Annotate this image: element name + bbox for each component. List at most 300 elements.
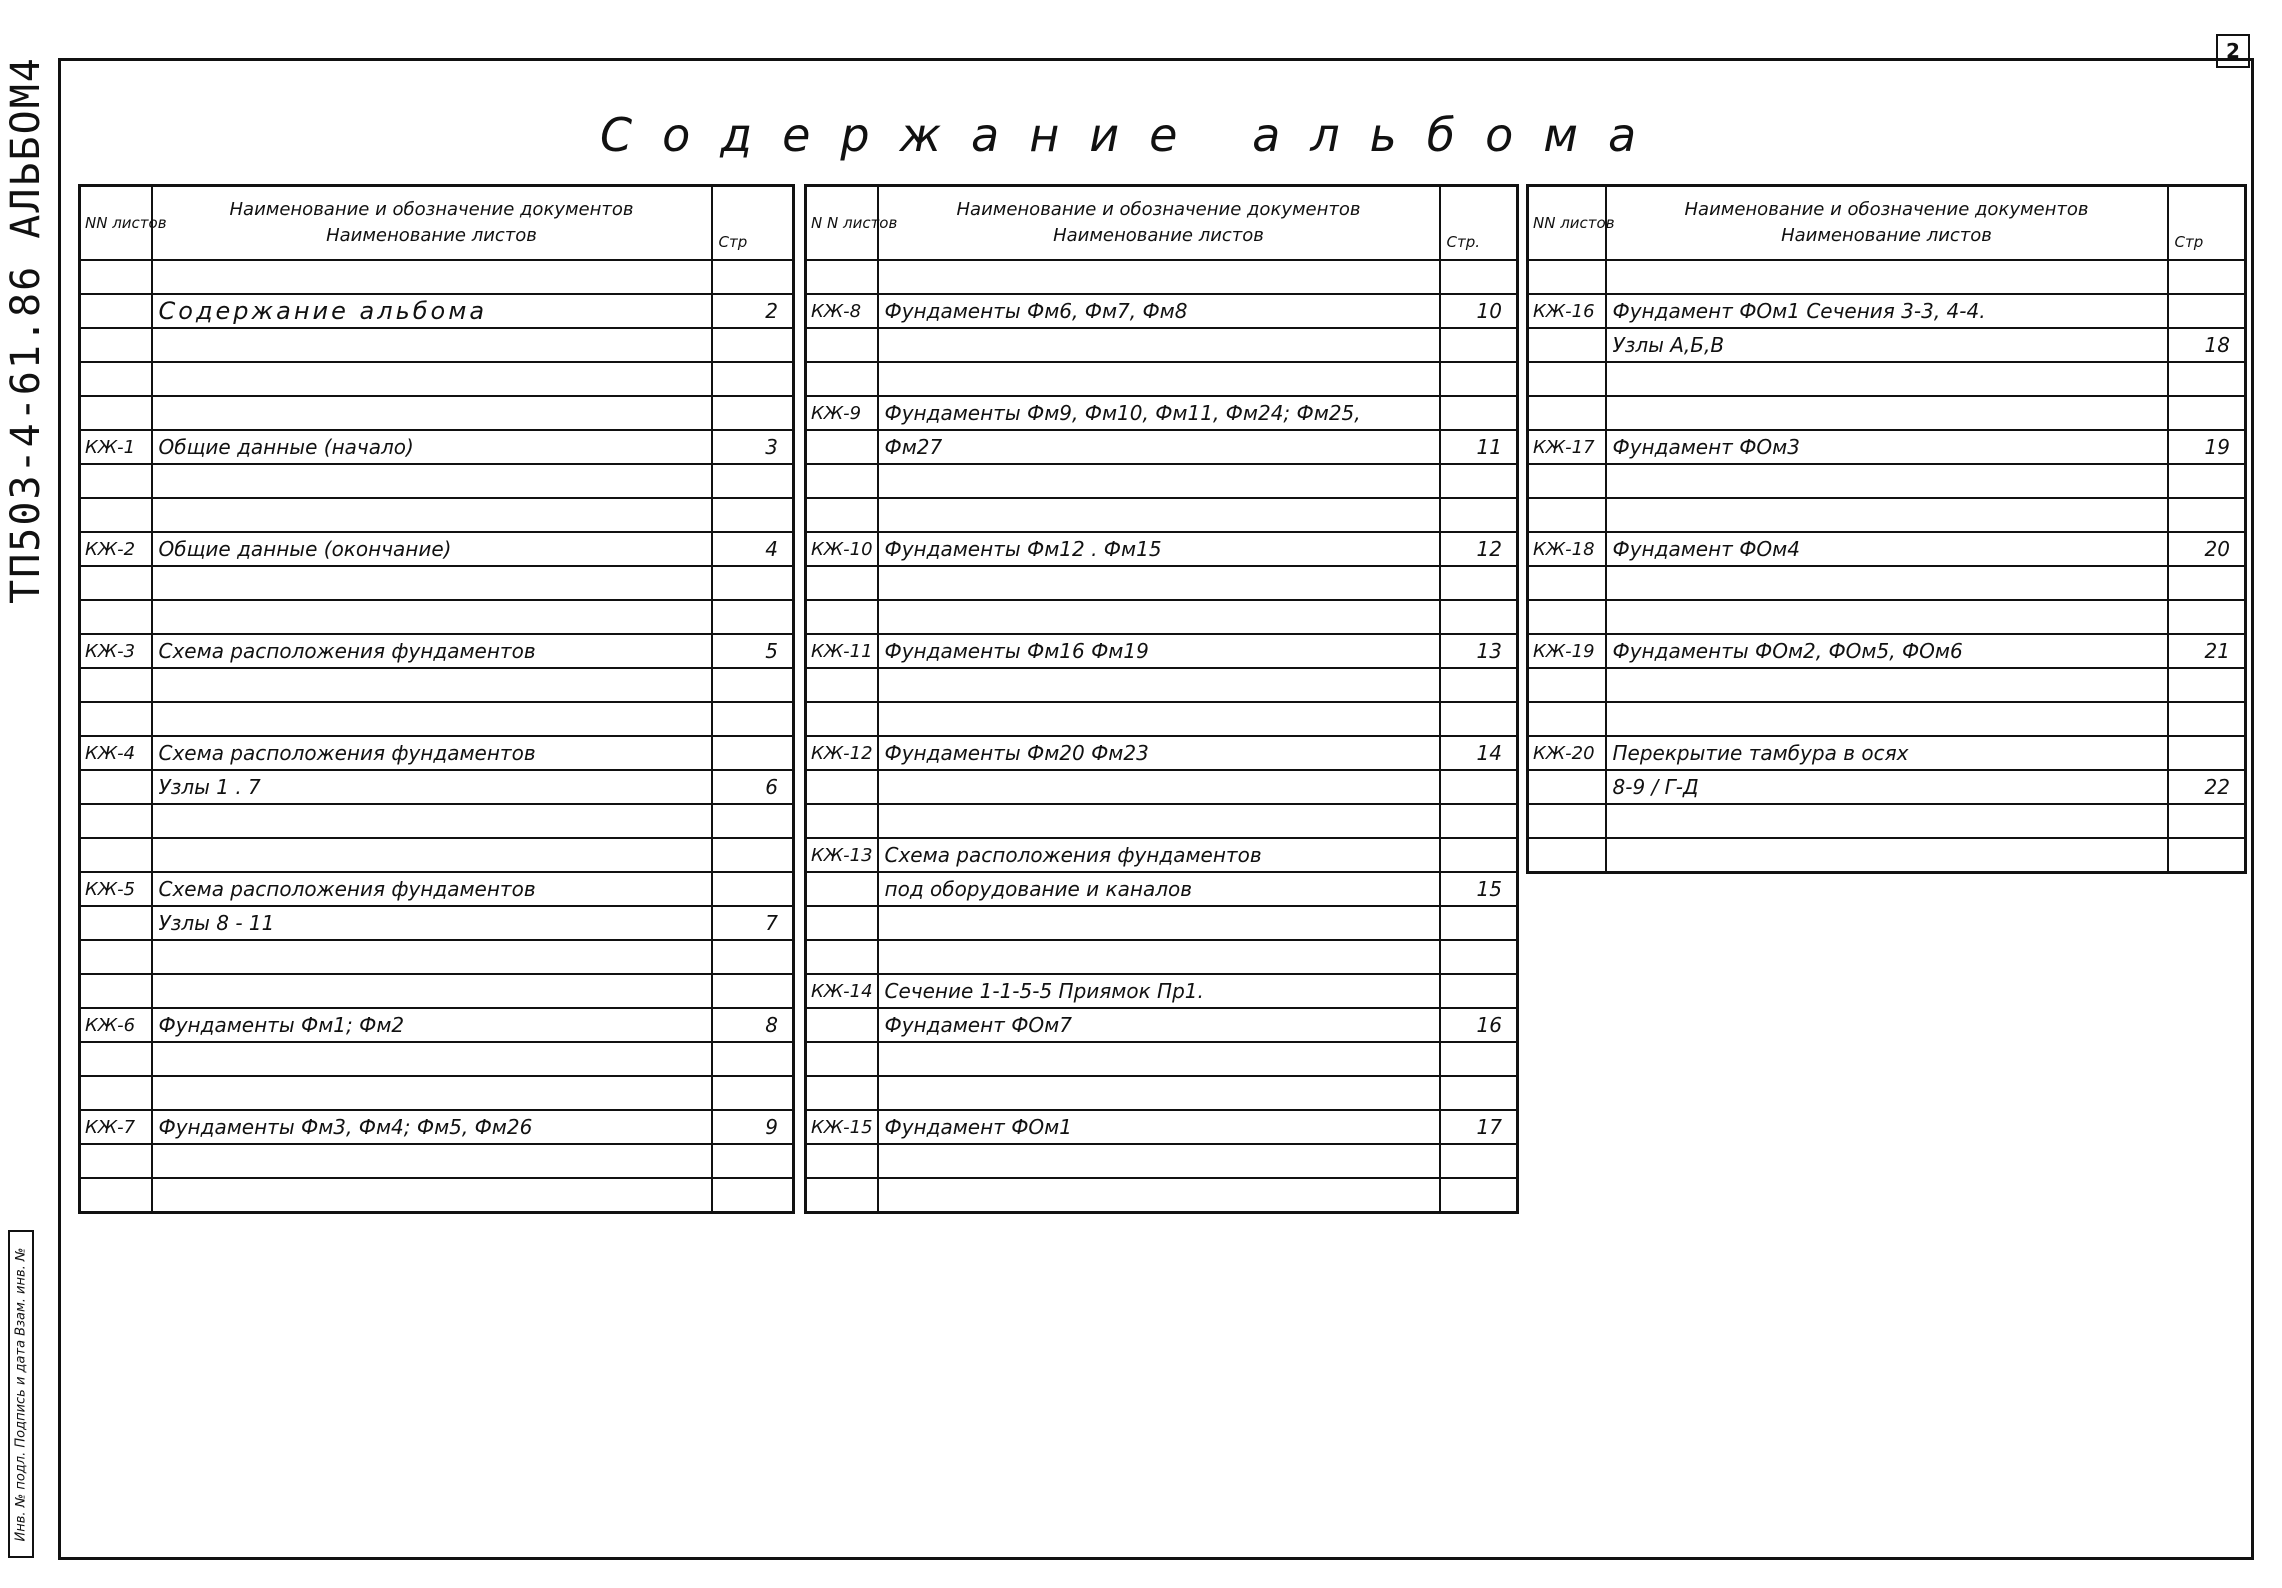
sheet-number-cell (1528, 362, 1606, 396)
sheet-name-cell (1606, 668, 2168, 702)
page-cell: 7 (712, 906, 794, 940)
sheet-name-cell (152, 362, 712, 396)
page-cell (712, 974, 794, 1008)
page-cell (1440, 498, 1518, 532)
sheet-name-cell (878, 362, 1440, 396)
page-cell (1440, 1144, 1518, 1178)
page-cell (712, 260, 794, 294)
page-cell (712, 804, 794, 838)
table-row (806, 600, 1518, 634)
page-cell: 20 (2168, 532, 2246, 566)
sheet-number-cell (806, 906, 878, 940)
table-row (806, 464, 1518, 498)
sheet-number-cell: КЖ-18 (1528, 532, 1606, 566)
page-cell (2168, 362, 2246, 396)
sheet-name-cell (152, 600, 712, 634)
sheet-number-cell (80, 600, 152, 634)
sheet-number-cell (80, 260, 152, 294)
table-row (80, 464, 794, 498)
sheet-name-cell (152, 328, 712, 362)
sheet-name-cell: Фундамент ФОм1 Сечения 3-3, 4-4. (1606, 294, 2168, 328)
table-row (80, 906, 794, 940)
table-row (80, 702, 794, 736)
sheet-name-cell (878, 498, 1440, 532)
contents-table-3 (1526, 184, 2247, 874)
page-cell (2168, 464, 2246, 498)
sheet-name-cell (1606, 260, 2168, 294)
sheet-name-cell (1606, 498, 2168, 532)
sheet-number-cell: КЖ-7 (80, 1110, 152, 1144)
table-row (806, 770, 1518, 804)
page-cell (712, 396, 794, 430)
sheet-name-cell: 8-9 / Г-Д (1606, 770, 2168, 804)
sheet-number-cell (806, 430, 878, 464)
sheet-number-cell: КЖ-19 (1528, 634, 1606, 668)
sheet-name-cell: Фундамент ФОм3 (1606, 430, 2168, 464)
table-row (806, 498, 1518, 532)
header-page: Стр (712, 186, 794, 261)
table-row (1528, 770, 2246, 804)
sheet-number-cell (806, 328, 878, 362)
sheet-name-cell: Узлы 8 - 11 (152, 906, 712, 940)
table-row (1528, 430, 2246, 464)
page-cell: 4 (712, 532, 794, 566)
sheet-name-cell (1606, 396, 2168, 430)
sheet-number-cell: КЖ-11 (806, 634, 878, 668)
sheet-name-cell (1606, 838, 2168, 873)
sheet-number-cell (806, 600, 878, 634)
page-cell (712, 600, 794, 634)
page-cell: 17 (1440, 1110, 1518, 1144)
sheet-number-cell (80, 974, 152, 1008)
page-cell (2168, 566, 2246, 600)
table-row (806, 838, 1518, 872)
sheet-name-cell (878, 566, 1440, 600)
table-row (1528, 532, 2246, 566)
table-row (806, 736, 1518, 770)
sheet-number-cell (806, 498, 878, 532)
table-row (806, 532, 1518, 566)
table-row (1528, 498, 2246, 532)
page-number-box (2216, 34, 2250, 68)
sheet-number-cell (1528, 770, 1606, 804)
sheet-number-cell (806, 362, 878, 396)
page-cell (1440, 974, 1518, 1008)
sheet-name-cell (1606, 702, 2168, 736)
page-cell (712, 362, 794, 396)
sheet-number-cell (80, 396, 152, 430)
sheet-name-cell: Сечение 1-1-5-5 Приямок Пр1. (878, 974, 1440, 1008)
page-cell (712, 702, 794, 736)
sheet-name-cell (878, 804, 1440, 838)
sheet-number-cell (806, 872, 878, 906)
sheet-number-cell (80, 328, 152, 362)
sheet-number-cell (806, 804, 878, 838)
page-cell: 5 (712, 634, 794, 668)
page-cell (2168, 396, 2246, 430)
sheet-number-cell: КЖ-17 (1528, 430, 1606, 464)
table-row (1528, 328, 2246, 362)
table-row (80, 1008, 794, 1042)
header-name-line1: Наименование и обозначение документов (229, 199, 634, 220)
sheet-name-cell: Схема расположения фундаментов (152, 634, 712, 668)
sheet-number-cell (806, 702, 878, 736)
sheet-number-cell (1528, 702, 1606, 736)
sheet-number-cell (1528, 668, 1606, 702)
sheet-name-cell: Узлы 1 . 7 (152, 770, 712, 804)
table-row (80, 940, 794, 974)
sheet-name-cell: Общие данные (окончание) (152, 532, 712, 566)
sheet-name-cell (152, 838, 712, 872)
table-body (806, 260, 1518, 1213)
page-cell (1440, 1042, 1518, 1076)
sheet-name-cell (878, 1076, 1440, 1110)
page-cell: 13 (1440, 634, 1518, 668)
sheet-name-cell: Схема расположения фундаментов (878, 838, 1440, 872)
sheet-number-cell (806, 1076, 878, 1110)
table-row (80, 974, 794, 1008)
sheet-name-cell: Схема расположения фундаментов (152, 736, 712, 770)
album-designation (4, 40, 48, 620)
sheet-name-cell (152, 498, 712, 532)
sheet-number-cell: КЖ-5 (80, 872, 152, 906)
page-number: 2 (2226, 39, 2240, 63)
table-row (1528, 566, 2246, 600)
table-row (806, 1008, 1518, 1042)
sheet-number-cell (1528, 600, 1606, 634)
sheet-name-cell (1606, 600, 2168, 634)
sheet-number-cell (1528, 260, 1606, 294)
table-row (1528, 736, 2246, 770)
page-cell (1440, 260, 1518, 294)
table-row (1528, 396, 2246, 430)
page-cell (1440, 906, 1518, 940)
sheet-name-cell (878, 1144, 1440, 1178)
page-cell (1440, 1076, 1518, 1110)
sheet-number-cell (80, 1076, 152, 1110)
sheet-number-cell (806, 260, 878, 294)
sheet-name-cell (878, 940, 1440, 974)
page-cell (1440, 838, 1518, 872)
sheet-name-cell: Фундаменты Фм1; Фм2 (152, 1008, 712, 1042)
table-row (806, 1042, 1518, 1076)
sheet-name-cell: под оборудование и каналов (878, 872, 1440, 906)
sheet-number-cell (80, 1042, 152, 1076)
table-row (80, 294, 794, 328)
table-row (80, 600, 794, 634)
page-cell (712, 328, 794, 362)
sheet-name-cell (878, 1042, 1440, 1076)
sheet-name-cell (878, 260, 1440, 294)
table-row (1528, 804, 2246, 838)
sheet-number-cell: КЖ-16 (1528, 294, 1606, 328)
page-cell (2168, 736, 2246, 770)
sheet-name-cell (152, 974, 712, 1008)
page-cell (1440, 600, 1518, 634)
table-row (1528, 600, 2246, 634)
sheet-number-cell: КЖ-3 (80, 634, 152, 668)
sheet-number-cell (1528, 464, 1606, 498)
header-name-line2: Наименование листов (1781, 225, 1992, 246)
sheet-name-cell: Фундаменты Фм9, Фм10, Фм11, Фм24; Фм25, (878, 396, 1440, 430)
page-cell (712, 566, 794, 600)
table-header (1528, 186, 2246, 261)
table-row (806, 294, 1518, 328)
table-row (1528, 634, 2246, 668)
sheet-number-cell: КЖ-8 (806, 294, 878, 328)
sheet-name-cell (152, 464, 712, 498)
sheet-name-cell (878, 668, 1440, 702)
table-row (1528, 702, 2246, 736)
header-name-line1: Наименование и обозначение документов (956, 199, 1361, 220)
sheet-name-cell: Фундаменты Фм16 Фм19 (878, 634, 1440, 668)
page-cell (1440, 396, 1518, 430)
sheet-number-cell (80, 668, 152, 702)
page-cell (1440, 328, 1518, 362)
sheet-number-cell (806, 1042, 878, 1076)
sheet-name-cell (1606, 566, 2168, 600)
sheet-name-cell: Схема расположения фундаментов (152, 872, 712, 906)
table-row (80, 362, 794, 396)
page-cell: 9 (712, 1110, 794, 1144)
sheet-number-cell (806, 940, 878, 974)
page-cell (712, 940, 794, 974)
table-row (1528, 294, 2246, 328)
sheet-number-cell (80, 906, 152, 940)
table-row (80, 1042, 794, 1076)
table-row (806, 328, 1518, 362)
table-row (806, 804, 1518, 838)
sheet-name-cell: Узлы А,Б,В (1606, 328, 2168, 362)
page-cell (1440, 940, 1518, 974)
page-cell: 19 (2168, 430, 2246, 464)
header-name-line2: Наименование листов (326, 225, 537, 246)
page-cell: 16 (1440, 1008, 1518, 1042)
table-row (80, 260, 794, 294)
page-cell (1440, 702, 1518, 736)
page-cell: 6 (712, 770, 794, 804)
sheet-number-cell: КЖ-14 (806, 974, 878, 1008)
album-designation-text: ТП503-4-61.86 АЛЬБОМ4 (3, 56, 50, 604)
table-row (80, 838, 794, 872)
table-row (806, 396, 1518, 430)
table-row (806, 430, 1518, 464)
sheet-number-cell (1528, 328, 1606, 362)
sheet-name-cell (152, 260, 712, 294)
table-row (80, 328, 794, 362)
sheet-number-cell: КЖ-1 (80, 430, 152, 464)
table-row (806, 260, 1518, 294)
page-cell (712, 1144, 794, 1178)
sheet-number-cell: КЖ-20 (1528, 736, 1606, 770)
page-cell (712, 498, 794, 532)
contents-table-2 (804, 184, 1519, 1214)
sheet-name-cell: Фм27 (878, 430, 1440, 464)
page-cell (1440, 464, 1518, 498)
sheet-number-cell (80, 770, 152, 804)
sheet-name-cell (152, 1178, 712, 1213)
sheet-name-cell: Фундаменты Фм6, Фм7, Фм8 (878, 294, 1440, 328)
page-cell (712, 464, 794, 498)
page-cell: 2 (712, 294, 794, 328)
page-cell (712, 1178, 794, 1213)
page-cell (712, 1076, 794, 1110)
table-row (1528, 838, 2246, 873)
page-cell (712, 1042, 794, 1076)
table-row (1528, 260, 2246, 294)
table-row (1528, 362, 2246, 396)
header-document-name (878, 186, 1440, 261)
header-name-line2: Наименование листов (1053, 225, 1264, 246)
table-row (80, 396, 794, 430)
sheet-number-cell (1528, 804, 1606, 838)
sheet-name-cell: Перекрытие тамбура в осях (1606, 736, 2168, 770)
page-cell (1440, 770, 1518, 804)
table-row (80, 1144, 794, 1178)
sheet-number-cell (80, 838, 152, 872)
table-row (80, 532, 794, 566)
sheet-name-cell: Фундаменты Фм20 Фм23 (878, 736, 1440, 770)
sheet-name-cell: Фундамент ФОм1 (878, 1110, 1440, 1144)
sheet-name-cell (152, 940, 712, 974)
sheet-number-cell: КЖ-6 (80, 1008, 152, 1042)
stamp-strip (8, 1230, 34, 1558)
table-row (80, 736, 794, 770)
page-cell (1440, 804, 1518, 838)
page-cell (2168, 498, 2246, 532)
page-cell: 8 (712, 1008, 794, 1042)
table-row (80, 668, 794, 702)
header-sheet-number: NN листов (80, 186, 152, 261)
sheet-number-cell (80, 940, 152, 974)
sheet-name-cell (152, 1042, 712, 1076)
page-cell: 22 (2168, 770, 2246, 804)
page-cell (1440, 668, 1518, 702)
sheet-name-cell (152, 702, 712, 736)
sheet-number-cell (806, 1178, 878, 1213)
sheet-name-cell (152, 1076, 712, 1110)
table-row (80, 804, 794, 838)
table-row (806, 906, 1518, 940)
sheet-number-cell: КЖ-15 (806, 1110, 878, 1144)
sheet-number-cell (80, 362, 152, 396)
sheet-name-cell (152, 566, 712, 600)
page-cell (712, 872, 794, 906)
table-row (806, 872, 1518, 906)
page-cell (2168, 260, 2246, 294)
sheet-number-cell: КЖ-13 (806, 838, 878, 872)
page-cell (2168, 804, 2246, 838)
page-cell: 21 (2168, 634, 2246, 668)
table-row (80, 430, 794, 464)
sheet-name-cell (152, 668, 712, 702)
sheet-number-cell (1528, 498, 1606, 532)
sheet-name-cell (878, 770, 1440, 804)
table-row (80, 1076, 794, 1110)
contents-table-1 (78, 184, 795, 1214)
sheet-name-cell (152, 1144, 712, 1178)
table-row (80, 566, 794, 600)
sheet-number-cell (1528, 566, 1606, 600)
page-cell: 18 (2168, 328, 2246, 362)
sheet-name-cell: Фундамент ФОм7 (878, 1008, 1440, 1042)
sheet-name-cell: Фундаменты Фм12 . Фм15 (878, 532, 1440, 566)
sheet-number-cell (80, 464, 152, 498)
sheet-number-cell (80, 498, 152, 532)
table-row (806, 702, 1518, 736)
table-row (80, 498, 794, 532)
table-body (1528, 260, 2246, 873)
table-row (806, 634, 1518, 668)
sheet-number-cell (80, 566, 152, 600)
page-cell (2168, 838, 2246, 873)
sheet-name-cell: Общие данные (начало) (152, 430, 712, 464)
sheet-number-cell (806, 566, 878, 600)
page-cell (712, 838, 794, 872)
page-cell (1440, 566, 1518, 600)
page-cell (2168, 702, 2246, 736)
table-row (806, 974, 1518, 1008)
table-row (80, 872, 794, 906)
sheet-number-cell (806, 1008, 878, 1042)
sheet-name-cell (152, 804, 712, 838)
sheet-name-cell (152, 396, 712, 430)
sheet-number-cell: КЖ-4 (80, 736, 152, 770)
header-document-name (152, 186, 712, 261)
sheet-name-cell: Фундаменты ФОм2, ФОм5, ФОм6 (1606, 634, 2168, 668)
header-sheet-number: N N листов (806, 186, 878, 261)
sheet-name-cell (1606, 804, 2168, 838)
sheet-name-cell: Фундамент ФОм4 (1606, 532, 2168, 566)
table-row (806, 1110, 1518, 1144)
sheet-number-cell (80, 804, 152, 838)
sheet-name-cell (878, 328, 1440, 362)
page-title: Содержание альбома (600, 108, 1667, 162)
sheet-number-cell (806, 668, 878, 702)
header-name-line1: Наименование и обозначение документов (1684, 199, 2089, 220)
sheet-number-cell (806, 770, 878, 804)
header-page: Стр (2168, 186, 2246, 261)
sheet-number-cell: КЖ-9 (806, 396, 878, 430)
sheet-name-cell (1606, 362, 2168, 396)
table-row (806, 566, 1518, 600)
sheet-name-cell (878, 600, 1440, 634)
header-sheet-number: NN листов (1528, 186, 1606, 261)
sheet-name-cell (1606, 464, 2168, 498)
page-cell (2168, 600, 2246, 634)
table-row (80, 770, 794, 804)
page-cell (1440, 1178, 1518, 1213)
sheet-name-cell (878, 906, 1440, 940)
sheet-name-cell (878, 702, 1440, 736)
table-row (80, 1178, 794, 1213)
table-row (806, 1076, 1518, 1110)
table-row (806, 668, 1518, 702)
sheet-number-cell (1528, 838, 1606, 873)
page-cell (2168, 668, 2246, 702)
page-cell: 12 (1440, 532, 1518, 566)
page-cell: 14 (1440, 736, 1518, 770)
sheet-name-cell (878, 1178, 1440, 1213)
table-row (806, 362, 1518, 396)
page-cell: 11 (1440, 430, 1518, 464)
table-row (80, 634, 794, 668)
header-document-name (1606, 186, 2168, 261)
table-row (1528, 464, 2246, 498)
table-row (806, 1144, 1518, 1178)
stamp-strip-text: Инв. № подл. Подпись и дата Взам. инв. № (13, 1247, 29, 1541)
sheet-number-cell (806, 1144, 878, 1178)
